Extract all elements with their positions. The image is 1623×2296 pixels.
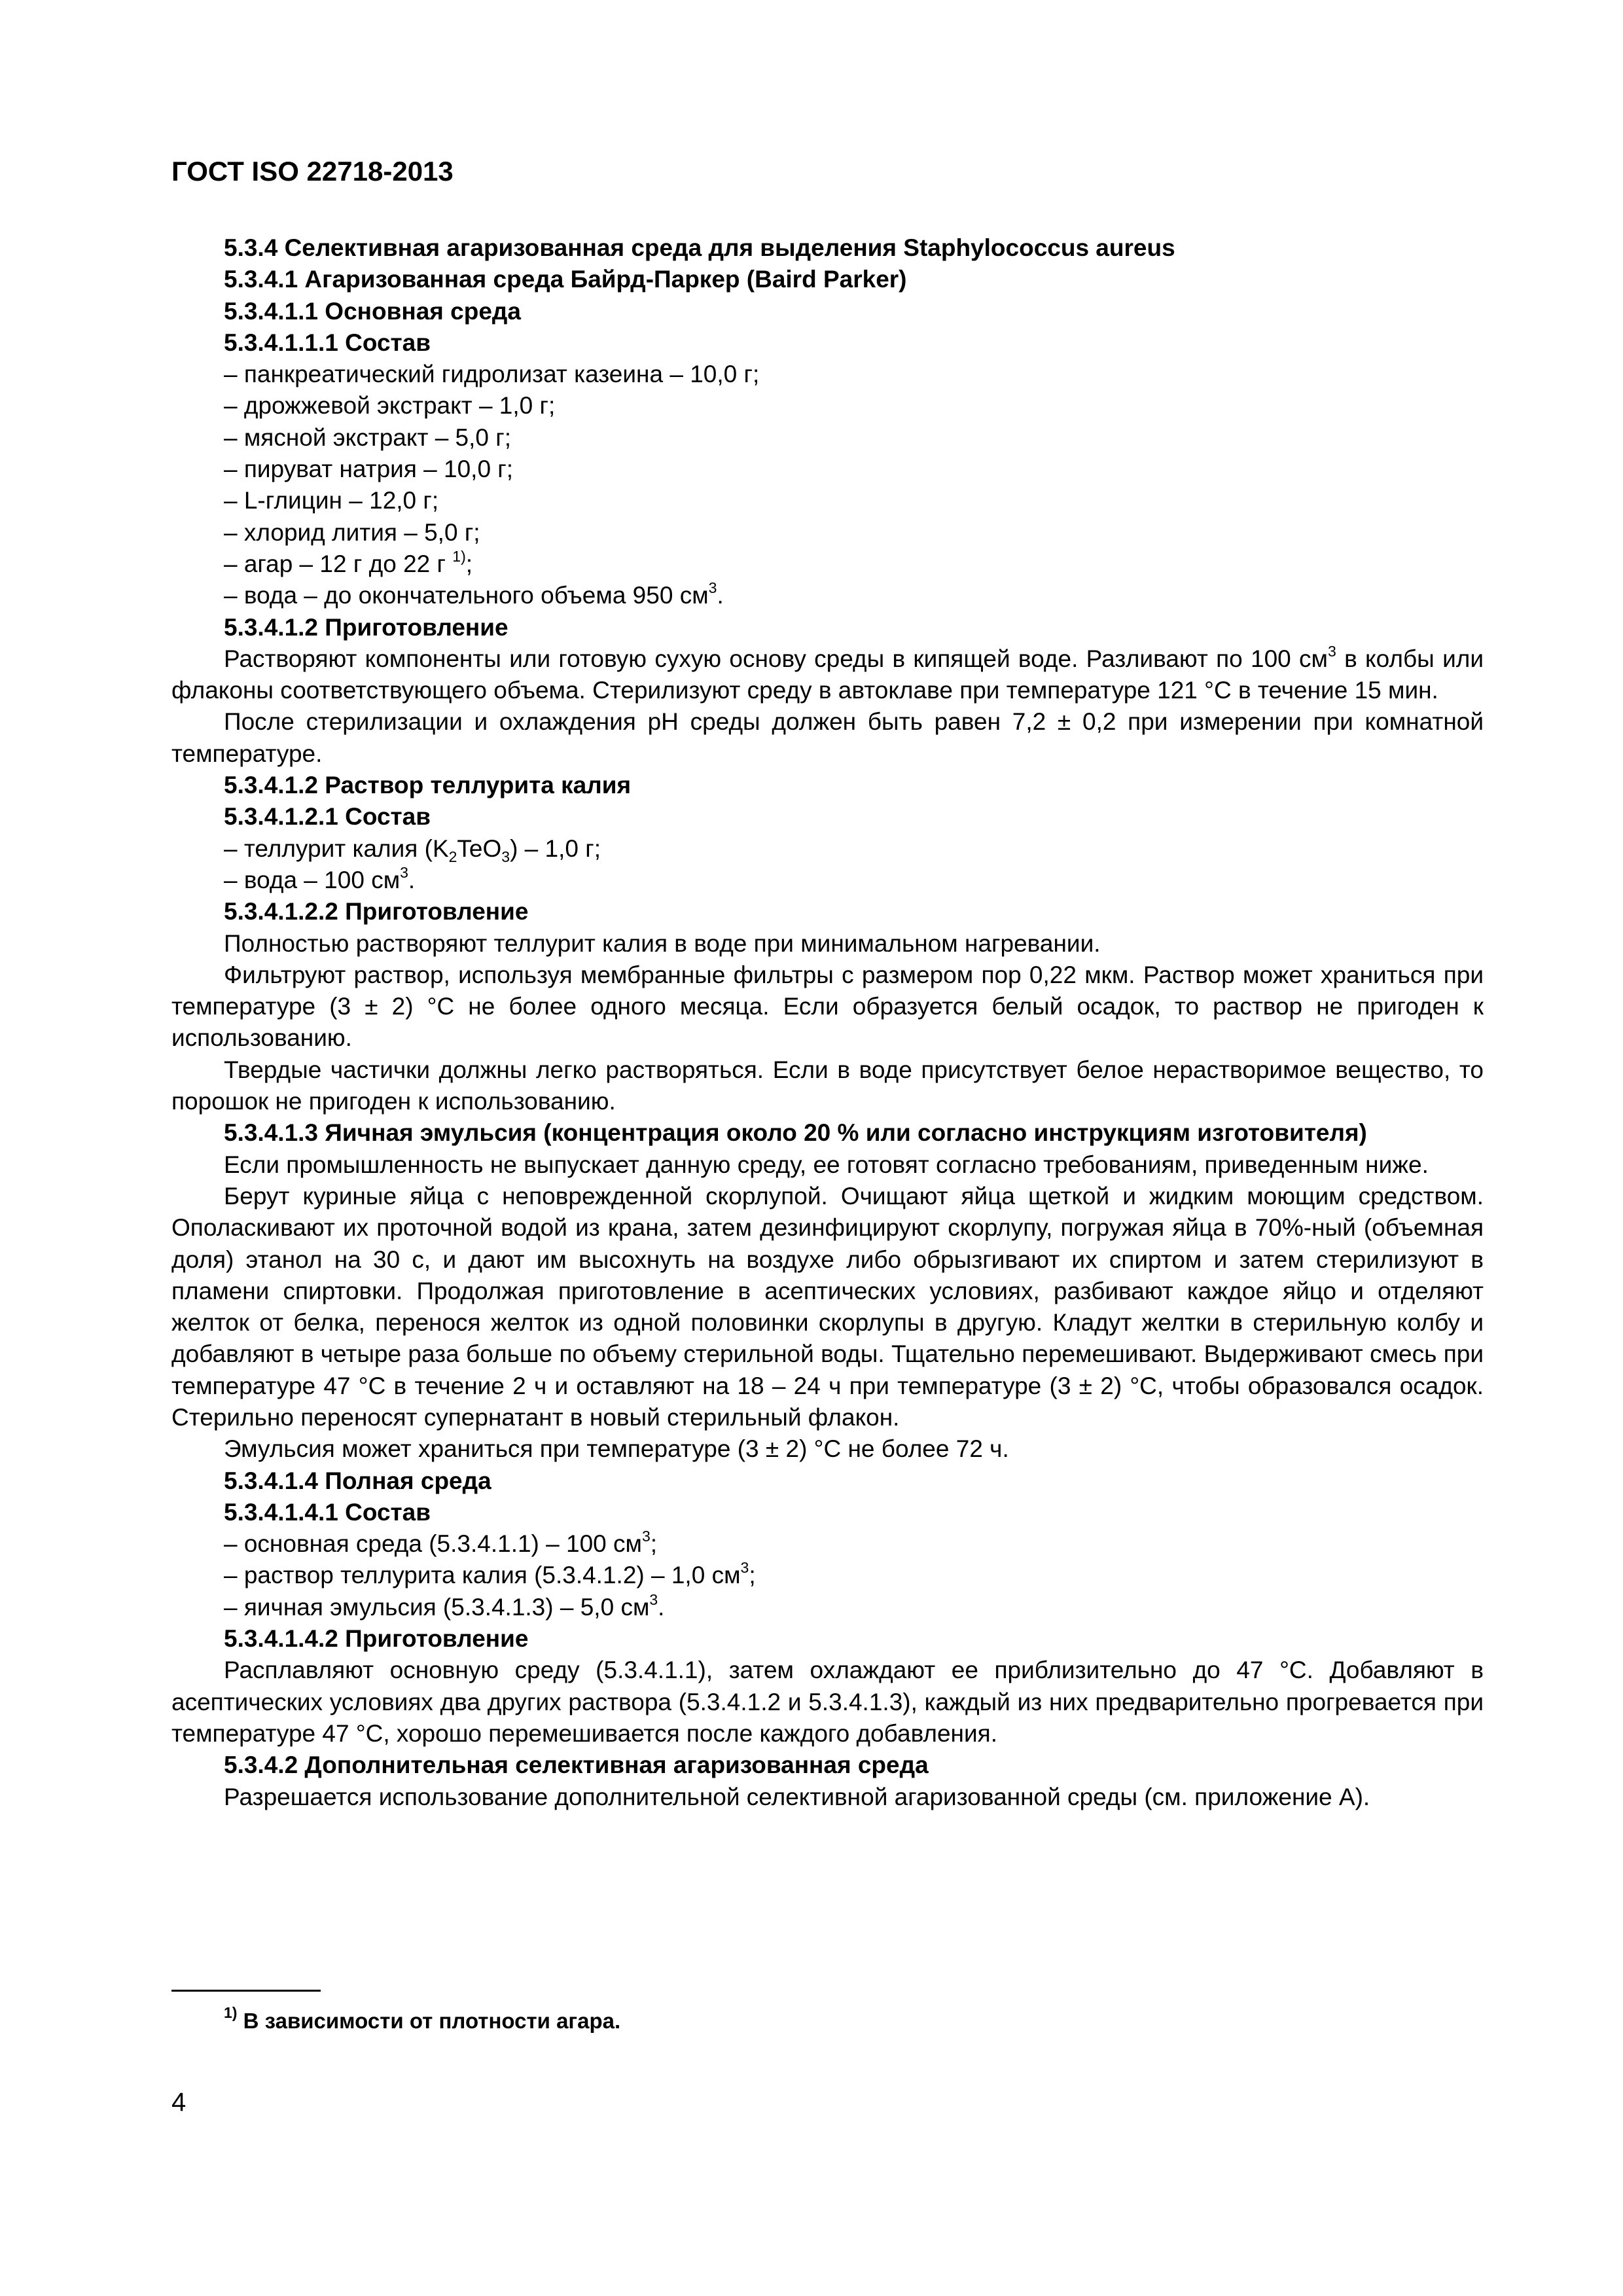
section-heading-5-3-4: 5.3.4 Селективная агаризованная среда для выделения Staphylococcus aureus: [224, 234, 1175, 261]
unit-cm: см: [679, 582, 709, 609]
subscript: 3: [501, 848, 510, 865]
section-heading-5-3-4-1-4: 5.3.4.1.4 Полная среда: [224, 1467, 491, 1494]
section-heading-5-3-4-1-2: 5.3.4.1.2 Раствор теллурита калия: [224, 772, 632, 799]
list-item: – пируват натрия – 10,0 г;: [224, 456, 514, 483]
list-item-agar: [171, 548, 1484, 580]
paragraph-text: в колбы или флаконы соответствующего объема. Стерилизуют среду в автоклаве при температуре 121 °С в течение 15 мин.: [171, 645, 1484, 704]
list-item-text: – вода – до окончательного объема 950: [224, 582, 680, 609]
paragraph: Эмульсия может храниться при температуре (3 ± 2) °С не более 72 ч.: [224, 1435, 1009, 1463]
unit-cm: см: [371, 866, 401, 893]
paragraph: После стерилизации и охлаждения pH среды должен быть равен 7,2 ± 0,2 при измерении при комнатной температуре.: [171, 708, 1484, 767]
list-item-tail: ;: [465, 550, 473, 577]
unit-cm: см: [1299, 645, 1328, 672]
paragraph: Берут куриные яйца с неповрежденной скорлупой. Очищают яйца щеткой и жидким моющим средством. Ополаскивают их проточной водой из крана, затем дезинфицируют скорлупу, погружая яйца в 70%-ный (объемная доля) этанол на 30 с, и дают им высохнуть на воздухе либо обрызгивают их спиртом и затем стерилизуют в пламени спиртовки. Продолжая приготовление в асептических условиях, разбивают каждое яйцо и отделяют желток от белка, перенося желток из одной половинки скорлупы в другую. Кладут желтки в стерильную колбу и добавляют в четыре раза больше по объему стерильной воды. Тщательно перемешивают. Выдерживают смесь при температуре 47 °С в течение 2 ч и оставляют на 18 – 24 ч при температуре (3 ± 2) °С, чтобы образовался осадок. Стерильно переносят супернатант в новый стерильный флакон.: [171, 1182, 1484, 1431]
list-item-water: [171, 580, 1484, 611]
list-item: [171, 1560, 1484, 1591]
section-heading-5-3-4-1-4-2: 5.3.4.1.4.2 Приготовление: [224, 1625, 529, 1653]
paragraph-text: Растворяют компоненты или готовую сухую основу среды в кипящей воде. Разливают по 100: [224, 645, 1300, 672]
list-item: – L-глицин – 12,0 г;: [224, 487, 439, 514]
paragraph: Твердые частички должны легко растворяться. Если в воде присутствует белое нерастворимое вещество, то порошок не пригоден к использованию.: [171, 1056, 1484, 1115]
footnote-text: В зависимости от плотности агара.: [237, 2009, 621, 2033]
list-item: – панкреатический гидролизат казеина – 10,0 г;: [224, 361, 760, 388]
list-item-text: – раствор теллурита калия (5.3.4.1.2) – 1,0: [224, 1562, 712, 1589]
unit-exponent: 3: [400, 863, 408, 881]
list-item: – дрожжевой экстракт – 1,0 г;: [224, 392, 556, 420]
footnote: [224, 2004, 621, 2034]
unit-cm: см: [711, 1562, 741, 1589]
paragraph: Полностью растворяют теллурит калия в воде при минимальном нагревании.: [224, 929, 1101, 957]
list-item-tail: .: [717, 582, 724, 609]
footnote-mark: 1): [224, 2004, 238, 2021]
section-heading-5-3-4-1-1: 5.3.4.1.1 Основная среда: [224, 297, 521, 325]
paragraph: Фильтруют раствор, используя мембранные фильтры с размером пор 0,22 мкм. Раствор может храниться при температуре (3 ± 2) °С не более одного месяца. Если образуется белый осадок, то раствор не пригоден к использованию.: [171, 961, 1484, 1052]
section-heading-preparation: 5.3.4.1.2 Приготовление: [224, 613, 508, 641]
list-item: – хлорид лития – 5,0 г;: [224, 518, 480, 546]
paragraph: Разрешается использование дополнительной селективной агаризованной среды (см. приложение А).: [224, 1783, 1370, 1810]
list-item-text: – основная среда (5.3.4.1.1) – 100: [224, 1530, 614, 1558]
list-item-tellurite: [171, 833, 1484, 865]
list-item: – мясной экстракт – 5,0 г;: [224, 423, 512, 451]
unit-exponent: 3: [1327, 642, 1336, 660]
unit-cm: см: [620, 1593, 650, 1621]
list-item-tail: ;: [650, 1530, 658, 1558]
unit-exponent: 3: [641, 1528, 651, 1545]
list-item-water: [171, 865, 1484, 896]
unit-cm: см: [613, 1530, 642, 1558]
section-heading-5-3-4-1-1-1: 5.3.4.1.1.1 Состав: [224, 329, 431, 356]
list-item-text: – агар – 12 г до 22 г: [224, 550, 453, 577]
list-item-text: – яичная эмульсия (5.3.4.1.3) – 5,0: [224, 1593, 621, 1621]
paragraph: Расплавляют основную среду (5.3.4.1.1), затем охлаждают ее приблизительно до 47 °С. Добавляют в асептических условиях два других раствора (5.3.4.1.2 и 5.3.4.1.3), каждый из них предварительно прогревается при температуре 47 °С, хорошо перемешивается после каждого добавления.: [171, 1657, 1484, 1747]
list-item-text: – вода – 100: [224, 866, 372, 893]
section-heading-5-3-4-1-2-2: 5.3.4.1.2.2 Приготовление: [224, 898, 529, 925]
section-heading-5-3-4-1-4-1: 5.3.4.1.4.1 Состав: [224, 1498, 431, 1526]
list-item-tail: ;: [749, 1562, 756, 1589]
list-item-text: TeO: [457, 834, 502, 862]
unit-exponent: 3: [649, 1590, 658, 1608]
section-heading-5-3-4-2: 5.3.4.2 Дополнительная селективная агаризованная среда: [224, 1751, 929, 1779]
unit-exponent: 3: [740, 1559, 749, 1577]
section-heading-5-3-4-1: 5.3.4.1 Агаризованная среда Байрд-Паркер (Baird Parker): [224, 266, 907, 293]
footnote-reference: 1): [452, 547, 466, 565]
section-heading-5-3-4-1-2-1: 5.3.4.1.2.1 Состав: [224, 803, 431, 831]
list-item-text: ) – 1,0 г;: [510, 834, 601, 862]
document-body: [171, 232, 1484, 1813]
list-item: [171, 1528, 1484, 1560]
page-number: 4: [171, 2088, 187, 2117]
subscript: 2: [448, 848, 457, 865]
document-header: ГОСТ ISO 22718-2013: [171, 156, 454, 187]
paragraph: Если промышленность не выпускает данную среду, ее готовят согласно требованиям, приведенным ниже.: [224, 1151, 1429, 1178]
list-item-tail: .: [658, 1593, 665, 1621]
paragraph: [171, 643, 1484, 707]
footnote-divider: [171, 1990, 321, 1992]
section-heading-5-3-4-1-3: 5.3.4.1.3 Яичная эмульсия (концентрация около 20 % или согласно инструкциям изготовителя): [224, 1119, 1367, 1147]
list-item-text: – теллурит калия (K: [224, 834, 449, 862]
unit-exponent: 3: [708, 579, 717, 597]
list-item: [171, 1592, 1484, 1623]
list-item-tail: .: [408, 866, 416, 893]
